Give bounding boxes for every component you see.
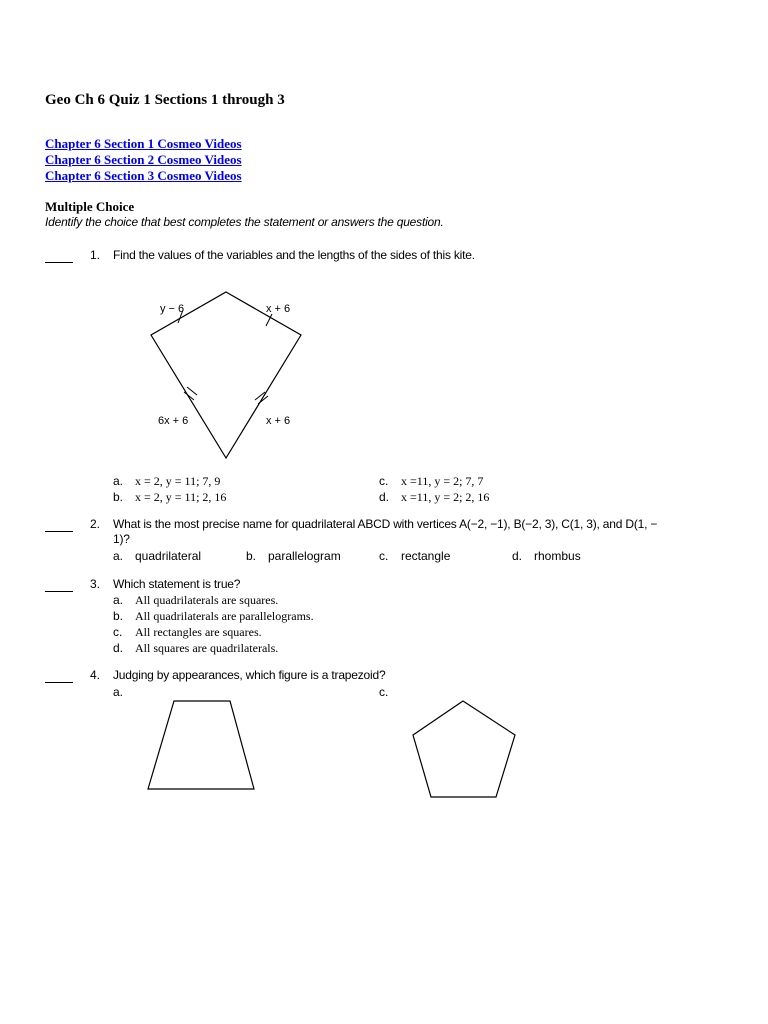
link-section-1-videos[interactable]: Chapter 6 Section 1 Cosmeo Videos [45, 136, 242, 151]
question-number-1: 1. [89, 248, 100, 262]
section-heading: Multiple Choice [45, 199, 135, 214]
kite-figure [140, 285, 320, 465]
q1-option-c-letter: c. [379, 474, 389, 488]
answer-blank-2[interactable] [45, 518, 73, 532]
q2-option-a[interactable]: quadrilateral [135, 549, 202, 563]
answer-blank-4[interactable] [45, 669, 73, 683]
answer-blank-3[interactable] [45, 578, 73, 592]
q1-option-a-letter: a. [113, 474, 124, 488]
kite-label-bottom-right: x + 6 [266, 415, 291, 427]
q1-option-b[interactable]: x = 2, y = 11; 2, 16 [135, 490, 227, 504]
question-text-1: Find the values of the variables and the lengths of the sides of this kite. [113, 248, 475, 262]
answer-blank-1[interactable] [45, 249, 73, 263]
q3-option-b-letter: b. [113, 609, 124, 623]
q2-option-c-letter: c. [379, 549, 389, 563]
question-text-2-continued: 1)? [113, 532, 130, 546]
question-text-2: What is the most precise name for quadrilateral ABCD with vertices A(−2, −1), B(−2, 3), C(1, 3), and D(1, − [113, 517, 658, 531]
q1-option-b-letter: b. [113, 490, 124, 504]
tick-mark [184, 392, 194, 400]
q3-option-b[interactable]: All quadrilaterals are parallelograms. [135, 609, 314, 623]
q1-option-d-letter: d. [379, 490, 390, 504]
q2-option-d[interactable]: rhombus [534, 549, 581, 563]
q3-option-a-letter: a. [113, 593, 124, 607]
question-number-2: 2. [89, 517, 100, 531]
kite-label-top-right: x + 6 [266, 303, 291, 315]
q2-option-b-letter: b. [246, 549, 257, 563]
q3-option-d-letter: d. [113, 641, 124, 655]
link-section-2-videos[interactable]: Chapter 6 Section 2 Cosmeo Videos [45, 152, 242, 167]
section-instructions: Identify the choice that best completes the statement or answers the question. [45, 215, 444, 229]
trapezoid-shape [148, 701, 254, 789]
q3-option-d[interactable]: All squares are quadrilaterals. [135, 641, 279, 655]
q1-option-d[interactable]: x =11, y = 2; 2, 16 [401, 490, 490, 504]
question-text-3: Which statement is true? [113, 577, 241, 591]
q2-option-b[interactable]: parallelogram [268, 549, 341, 563]
q4-option-c-letter[interactable]: c. [379, 685, 389, 699]
question-number-3: 3. [89, 577, 100, 591]
quiz-title: Geo Ch 6 Quiz 1 Sections 1 through 3 [45, 92, 285, 108]
q3-option-c-letter: c. [113, 625, 123, 639]
q3-option-a[interactable]: All quadrilaterals are squares. [135, 593, 279, 607]
link-section-3-videos[interactable]: Chapter 6 Section 3 Cosmeo Videos [45, 168, 242, 183]
question-text-4: Judging by appearances, which figure is a trapezoid? [113, 668, 386, 682]
question-number-4: 4. [89, 668, 100, 682]
pentagon-shape [413, 701, 515, 797]
kite-label-top-left: y − 6 [160, 303, 185, 315]
q4-option-c-pentagon[interactable] [405, 695, 525, 805]
q2-option-a-letter: a. [113, 549, 124, 563]
q4-option-a-letter[interactable]: a. [113, 685, 124, 699]
q4-option-a-trapezoid[interactable] [140, 695, 265, 795]
tick-mark [187, 387, 197, 395]
q3-option-c[interactable]: All rectangles are squares. [135, 625, 262, 639]
q2-option-d-letter: d. [512, 549, 523, 563]
kite-outline [151, 292, 301, 458]
kite-label-bottom-left: 6x + 6 [158, 415, 189, 427]
q1-option-c[interactable]: x =11, y = 2; 7, 7 [401, 474, 484, 488]
q2-option-c[interactable]: rectangle [401, 549, 451, 563]
q1-option-a[interactable]: x = 2, y = 11; 7, 9 [135, 474, 221, 488]
